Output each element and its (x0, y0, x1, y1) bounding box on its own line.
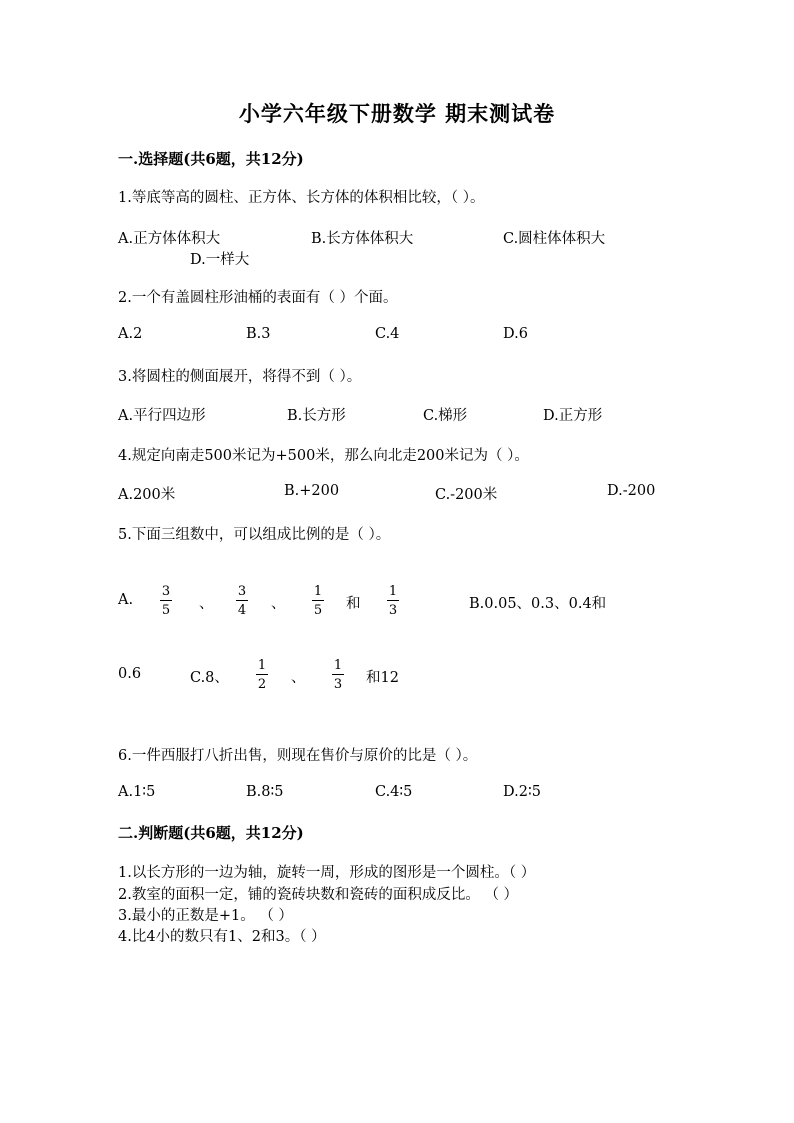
fraction-denominator: 5 (161, 603, 171, 618)
q5-fraction-1 (159, 584, 173, 618)
fraction-bar (160, 600, 172, 601)
q5-option-b-continued: 0.6 (118, 666, 142, 682)
q2-option-d: D.6 (503, 326, 528, 342)
fraction-numerator: 1 (333, 658, 343, 673)
fraction-bar (312, 600, 324, 601)
judgement-item-4: 4.比4小的数只有1、2和3。（ ） (118, 929, 326, 945)
fraction-numerator: 1 (388, 584, 398, 599)
fraction-numerator: 3 (237, 584, 247, 599)
q5-option-a-label: A. (118, 592, 134, 608)
question-2: 2.一个有盖圆柱形油桶的表面有（ ）个面。 (118, 290, 398, 306)
fraction-numerator: 1 (313, 584, 323, 599)
q5-and-2: 和12 (366, 670, 399, 686)
question-1: 1.等底等高的圆柱、正方体、长方体的体积相比较，（ ）。 (118, 190, 485, 206)
page-title: 小学六年级下册数学 期末测试卷 (238, 101, 556, 126)
q6-option-a: A.1∶5 (118, 784, 156, 800)
judgement-item-3: 3.最小的正数是+1。 （ ） (118, 908, 293, 924)
q1-option-c: C.圆柱体体积大 (503, 231, 606, 247)
fraction-denominator: 2 (257, 677, 267, 692)
fraction-numerator: 3 (161, 584, 171, 599)
q4-option-b: B.+200 (284, 483, 340, 499)
fraction-denominator: 3 (388, 603, 398, 618)
judgement-item-1: 1.以长方形的一边为轴，旋转一周，形成的图形是一个圆柱。（ ） (118, 865, 536, 881)
q2-option-c: C.4 (375, 326, 400, 342)
q6-option-c: C.4∶5 (375, 784, 413, 800)
fraction-bar (387, 600, 399, 601)
q2-option-b: B.3 (246, 326, 271, 342)
fraction-denominator: 3 (333, 677, 343, 692)
q5-separator-3: 、 (291, 670, 306, 686)
q5-option-b: B.0.05、0.3、0.4和 (469, 596, 607, 612)
q2-option-a: A.2 (118, 326, 143, 342)
question-3: 3.将圆柱的侧面展开，将得不到（ ）。 (118, 369, 362, 385)
q5-fraction-2 (235, 584, 249, 618)
q1-option-a: A.正方体体积大 (118, 231, 221, 247)
fraction-numerator: 1 (257, 658, 267, 673)
q5-option-c-label: C.8、 (190, 670, 229, 686)
q5-fraction-3 (311, 584, 325, 618)
fraction-denominator: 5 (313, 603, 323, 618)
q3-option-b: B.长方形 (287, 408, 346, 424)
q5-fraction-5 (255, 658, 269, 692)
q3-option-a: A.平行四边形 (118, 408, 206, 424)
q5-and-1: 和 (346, 596, 361, 612)
q3-option-c: C.梯形 (423, 408, 468, 424)
q1-option-d: D.一样大 (190, 252, 250, 268)
section-heading-judgement: 二.判断题(共6题，共12分) (118, 824, 304, 842)
section-heading-choice: 一.选择题(共6题，共12分) (118, 150, 304, 168)
fraction-bar (256, 674, 268, 675)
q5-separator-1: 、 (199, 596, 214, 612)
q4-option-a: A.200米 (118, 487, 176, 503)
q6-option-d: D.2∶5 (503, 784, 541, 800)
q5-fraction-4 (386, 584, 400, 618)
fraction-bar (236, 600, 248, 601)
question-6: 6.一件西服打八折出售，则现在售价与原价的比是（ ）。 (118, 748, 478, 764)
q5-fraction-6 (331, 658, 345, 692)
q4-option-d: D.-200 (607, 483, 656, 499)
question-5: 5.下面三组数中，可以组成比例的是（ ）。 (118, 527, 391, 543)
q5-separator-2: 、 (271, 596, 286, 612)
q4-option-c: C.-200米 (435, 487, 498, 503)
q6-option-b: B.8∶5 (246, 784, 284, 800)
fraction-denominator: 4 (237, 603, 247, 618)
q1-option-b: B.长方体体积大 (311, 231, 414, 247)
judgement-item-2: 2.教室的面积一定，铺的瓷砖块数和瓷砖的面积成反比。 （ ） (118, 887, 519, 903)
q3-option-d: D.正方形 (543, 408, 603, 424)
fraction-bar (332, 674, 344, 675)
question-4: 4.规定向南走500米记为+500米，那么向北走200米记为（ ）。 (118, 448, 529, 464)
